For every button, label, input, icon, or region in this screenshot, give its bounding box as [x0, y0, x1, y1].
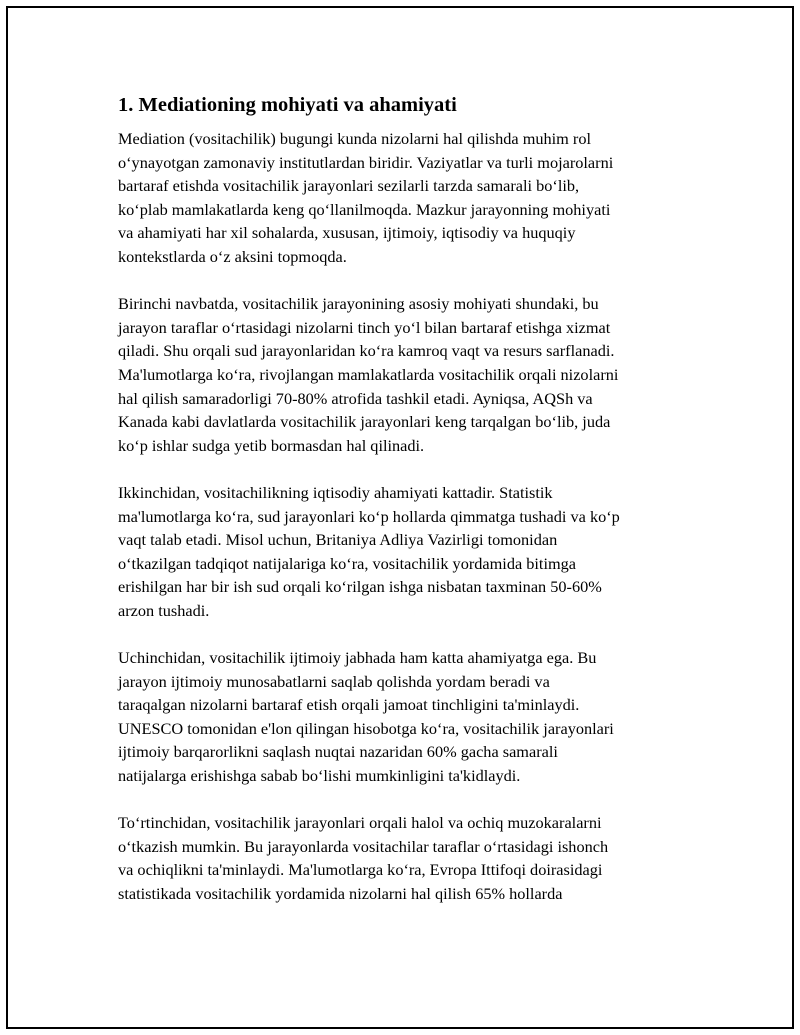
document-body [118, 91, 703, 929]
paragraph-introduction: Mediation (vositachilik) bugungi kunda nizolarni hal qilishda muhim rol o‘ynayotgan zamonaviy institutlardan biridir. Vaziyatlar va turli mojarolarni bartaraf etishda vositachilik jarayonlari sezilarli tarzda samarali bo‘lib, ko‘plab mamlakatlarda keng qo‘llanilmoqda. Mazkur jarayonning mohiyati va ahamiyati har xil sohalarda, xususan, ijtimoiy, iqtisodiy va huquqiy kontekstlarda o‘z aksini topmoqda. [118, 129, 614, 266]
section-heading: 1. Mediationing mohiyati va ahamiyati [118, 94, 457, 116]
paragraph-first-point: Birinchi navbatda, vositachilik jarayonining asosiy mohiyati shundaki, bu jarayon taraflar o‘rtasidagi nizolarni tinch yo‘l bilan bartaraf etishga xizmat qiladi. Shu orqali sud jarayonlaridan ko‘ra kamroq vaqt va resurs sarflanadi. Ma'lumotlarga ko‘ra, rivojlangan mamlakatlarda vositachilik orqali nizolarni hal qilish samaradorligi 70-80% atrofida tashkil etadi. Ayniqsa, AQSh va Kanada kabi davlatlarda vositachilik jarayonlari keng tarqalgan bo‘lib, juda ko‘p ishlar sudga yetib bormasdan hal qilinadi. [118, 294, 619, 455]
paragraph-second-point: Ikkinchidan, vositachilikning iqtisodiy ahamiyati kattadir. Statistik ma'lumotlarga ko‘ra, sud jarayonlari ko‘p hollarda qimmatga tushadi va ko‘p vaqt talab etadi. Misol uchun, Britaniya Adliya Vazirligi tomonidan o‘tkazilgan tadqiqot natijalariga ko‘ra, vositachilik yordamida bitimga erishilgan har bir ish sud orqali ko‘rilgan ishga nisbatan taxminan 50-60% arzon tushadi. [118, 482, 620, 620]
paragraph-fourth-point: To‘rtinchidan, vositachilik jarayonlari orqali halol va ochiq muzokaralarni o‘tkazish mumkin. Bu jarayonlarda vositachilar taraflar o‘rtasidagi ishonch va ochiqlikni ta'minlaydi. Ma'lumotlarga ko‘ra, Evropa Ittifoqi doirasidagi statistikada vositachilik yordamida nizolarni hal qilish 65% hollarda [118, 813, 609, 903]
paragraph-third-point: Uchinchidan, vositachilik ijtimoiy jabhada ham katta ahamiyatga ega. Bu jarayon ijtimoiy munosabatlarni saqlab qolishda yordam beradi va taraqalgan nizolarni bartaraf etish orqali jamoat tinchligini ta'minlaydi. UNESCO tomonidan e'lon qilingan hisobotga ko‘ra, vositachilik jarayonlari ijtimoiy barqarorlikni saqlash nuqtai nazaridan 60% gacha samarali natijalarga erishishga sabab bo‘lishi mumkinligini ta'kidlaydi. [118, 648, 614, 786]
